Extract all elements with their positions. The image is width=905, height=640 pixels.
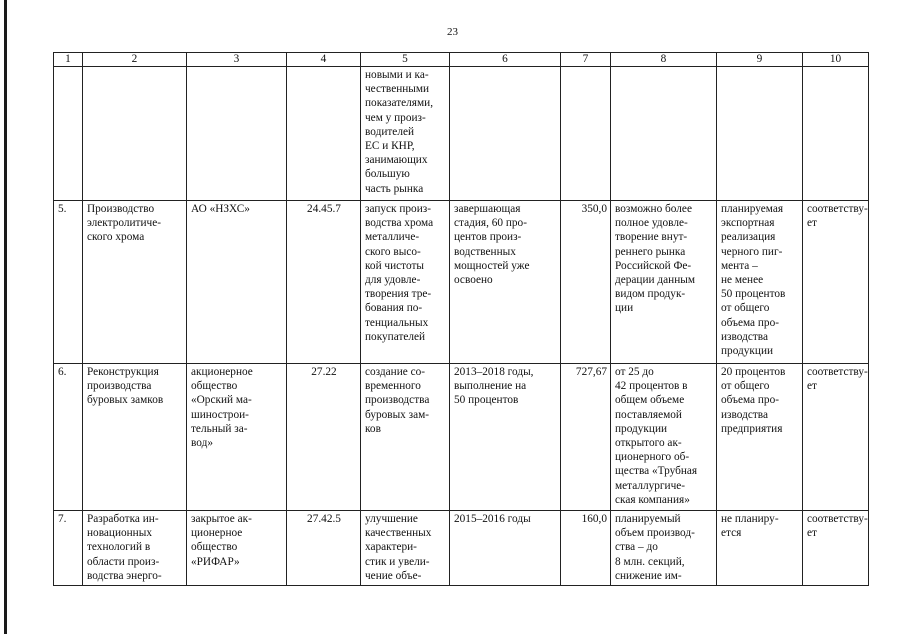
empty-cell [803, 67, 869, 201]
export-cell: планируемая экспортная реализация черного пиг- мента – не менее 50 процентов от общего объема про- изводства продукции [717, 201, 803, 364]
essence-cell: новыми и ка- чественными показателями, чем у произ- водителей ЕС и КНР, занимающих большую часть рынка [361, 67, 450, 201]
status-cell: соответству- ет [803, 201, 869, 364]
effect-cell: планируемый объем производ- ства – до 8 млн. секций, снижение им- [611, 511, 717, 586]
header-cell: 7 [561, 53, 611, 67]
data-table [53, 52, 869, 586]
row-number: 6. [54, 364, 83, 511]
stage-cell: 2015–2016 годы [450, 511, 561, 586]
header-cell: 1 [54, 53, 83, 67]
row-number: 7. [54, 511, 83, 586]
status-cell: соответству- ет [803, 364, 869, 511]
scan-edge-bar [4, 0, 7, 634]
essence-cell: создание со- временного производства буровых зам- ков [361, 364, 450, 511]
stage-cell: 2013–2018 годы, выполнение на 50 процентов [450, 364, 561, 511]
table-row [54, 364, 869, 511]
export-cell: 20 процентов от общего объема про- изводства предприятия [717, 364, 803, 511]
page-number: 23 [447, 26, 458, 38]
empty-cell [54, 67, 83, 201]
status-cell: соответству- ет [803, 511, 869, 586]
empty-cell [611, 67, 717, 201]
header-cell: 4 [287, 53, 361, 67]
header-cell: 10 [803, 53, 869, 67]
amount-cell: 350,0 [561, 201, 611, 364]
row-number: 5. [54, 201, 83, 364]
empty-cell [450, 67, 561, 201]
project-name-cell: Реконструкция производства буровых замков [83, 364, 187, 511]
essence-cell: запуск произ- водства хрома металличе- ского высо- кой чистоты для удовле- творения тре- бования по- тенциальных покупателей [361, 201, 450, 364]
empty-cell [561, 67, 611, 201]
project-name-cell: Разработка ин- новационных технологий в области произ- водства энерго- [83, 511, 187, 586]
essence-cell: улучшение качественных характери- стик и увели- чение объе- [361, 511, 450, 586]
code-cell: 24.45.7 [287, 201, 361, 364]
header-row [54, 53, 869, 67]
code-cell: 27.42.5 [287, 511, 361, 586]
table-row [54, 201, 869, 364]
organization-cell: закрытое ак- ционерное общество «РИФАР» [187, 511, 287, 586]
empty-cell [717, 67, 803, 201]
header-cell: 5 [361, 53, 450, 67]
header-cell: 9 [717, 53, 803, 67]
amount-cell: 727,67 [561, 364, 611, 511]
organization-cell: АО «НЗХС» [187, 201, 287, 364]
table-row [54, 67, 869, 201]
header-cell: 2 [83, 53, 187, 67]
project-name-cell: Производство электролитиче- ского хрома [83, 201, 187, 364]
stage-cell: завершающая стадия, 60 про- центов произ- водственных мощностей уже освоено [450, 201, 561, 364]
effect-cell: от 25 до 42 процентов в общем объеме поставляемой продукции открытого ак- ционерного об- щества «Трубная металлургиче- ская компания» [611, 364, 717, 511]
header-cell: 6 [450, 53, 561, 67]
empty-cell [287, 67, 361, 201]
export-cell: не планиру- ется [717, 511, 803, 586]
effect-cell: возможно более полное удовле- творение внут- реннего рынка Российской Фе- дерации данным видом продук- ции [611, 201, 717, 364]
table-row [54, 511, 869, 586]
header-cell: 3 [187, 53, 287, 67]
code-cell: 27.22 [287, 364, 361, 511]
amount-cell: 160,0 [561, 511, 611, 586]
organization-cell: акционерное общество «Орский ма- шинострои- тельный за- вод» [187, 364, 287, 511]
empty-cell [187, 67, 287, 201]
empty-cell [83, 67, 187, 201]
header-cell: 8 [611, 53, 717, 67]
